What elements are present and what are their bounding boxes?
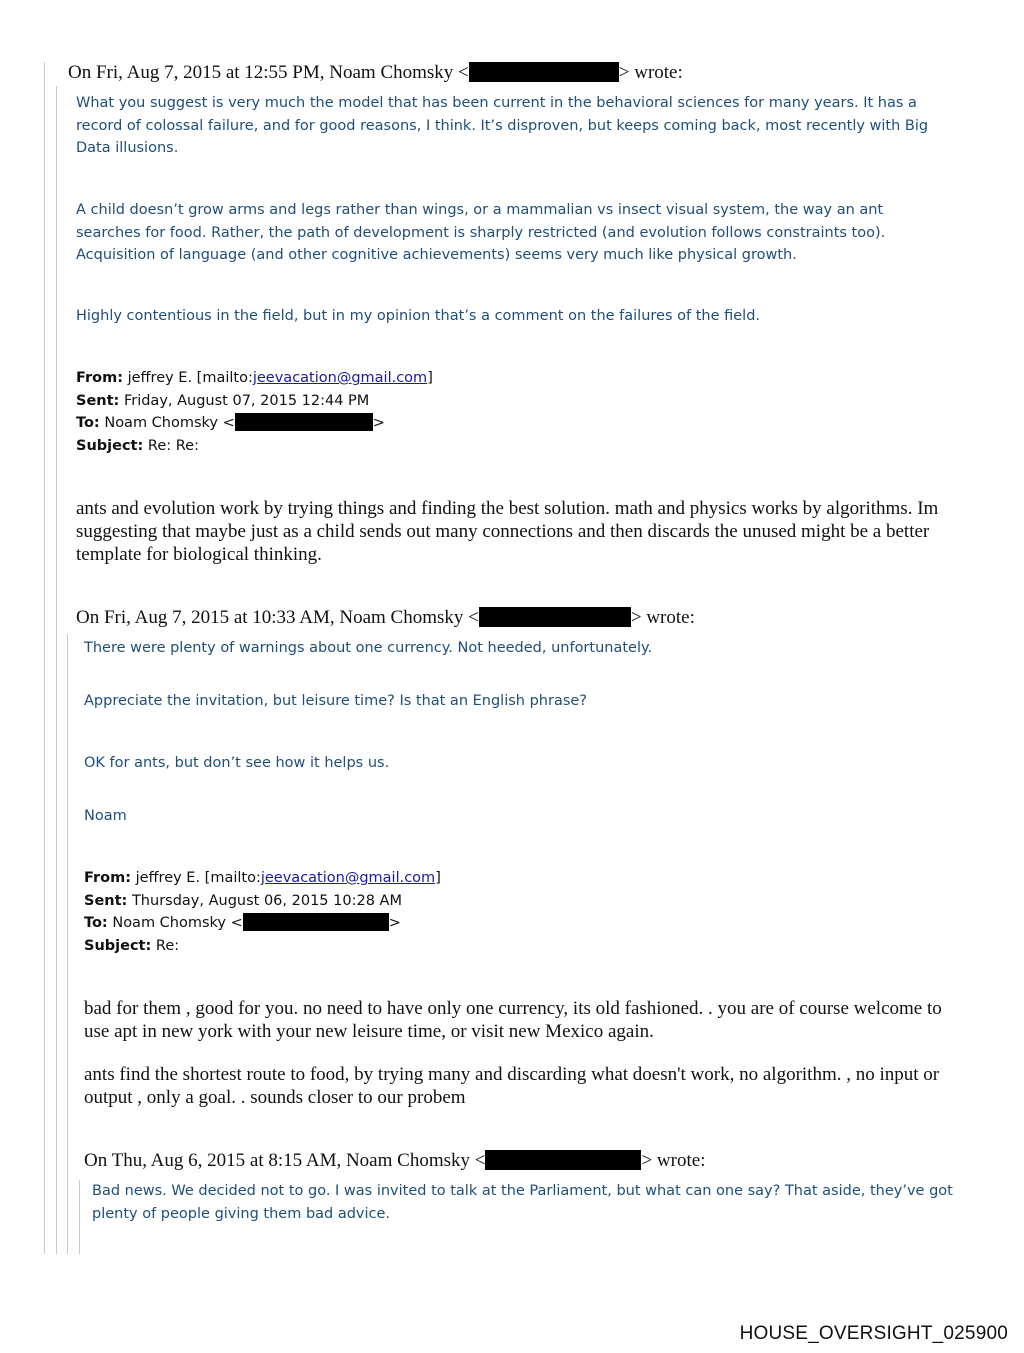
quote1-paragraph-2: A child doesn’t grow arms and legs rather than wings, or a mammalian vs insect visual system, the way an ant searches for food. Rather, the path of development is sharply restricted (and evolution follows constraints too). Acquisition of language (and other cognitive achievements) seems very much like physical growth. xyxy=(76,202,886,263)
sent-value: Friday, August 07, 2015 12:44 PM xyxy=(119,392,370,409)
email-body-2-paragraph-2: ants find the shortest route to food, by trying many and discarding what doesn't work, no algorithm. , no input or output , only a goal. . sounds closer to our probem xyxy=(84,1064,940,1108)
from-close: ] xyxy=(427,370,433,386)
to-label: To: xyxy=(84,915,108,931)
redaction-box xyxy=(479,607,631,627)
subject-label: Subject: xyxy=(84,937,152,954)
quote-rule-level1 xyxy=(44,62,45,1254)
email-body-1: ants and evolution work by trying things and finding the best solution. math and physics works by algorithms. Im suggesting that maybe just as a child sends out many connections and then discards the unused might be a better template for biological thinking. xyxy=(76,498,939,565)
subject-value: Re: xyxy=(151,937,180,954)
subject-label: Subject: xyxy=(76,437,144,454)
sent-value: Thursday, August 06, 2015 10:28 AM xyxy=(127,892,402,909)
email-header-1 xyxy=(76,367,956,457)
redaction-box xyxy=(485,1150,641,1170)
quote2-intro-prefix: On Fri, Aug 7, 2015 at 10:33 AM, Noam Chomsky < xyxy=(76,607,479,628)
quote3-intro xyxy=(84,1149,705,1172)
to-value: Noam Chomsky < xyxy=(107,915,243,931)
redaction-box xyxy=(235,413,373,431)
sender-email-link[interactable]: jeevacation@gmail.com xyxy=(260,870,436,886)
email-body-2-paragraph-1: bad for them , good for you. no need to have only one currency, its old fashioned. . you are of course welcome to use apt in new york with your new leisure time, or visit new Mexico again. xyxy=(84,998,942,1042)
email-header-2 xyxy=(84,867,954,957)
header2-to-line xyxy=(84,912,954,935)
to-label: To: xyxy=(76,415,100,431)
to-close: > xyxy=(388,915,401,931)
redaction-box xyxy=(243,913,389,931)
quote3-intro-prefix: On Thu, Aug 6, 2015 at 8:15 AM, Noam Chomsky < xyxy=(84,1150,486,1171)
header1-to-line xyxy=(76,412,956,435)
to-close: > xyxy=(372,415,385,431)
from-close: ] xyxy=(435,870,441,886)
sent-label: Sent: xyxy=(84,892,128,909)
quote3-intro-suffix: > wrote: xyxy=(641,1150,706,1171)
quote2-intro-suffix: > wrote: xyxy=(630,607,695,628)
header1-sent-line xyxy=(76,390,956,413)
header2-sent-line xyxy=(84,890,954,913)
quote1-paragraph-3: Highly contentious in the field, but in my opinion that’s a comment on the failures of the field. xyxy=(76,308,761,324)
sent-label: Sent: xyxy=(76,392,120,409)
to-value: Noam Chomsky < xyxy=(99,415,235,431)
header2-from-line xyxy=(84,867,954,890)
quote2-paragraph-3: OK for ants, but don’t see how it helps us. xyxy=(84,755,390,771)
sender-email-link[interactable]: jeevacation@gmail.com xyxy=(252,370,428,386)
quote3-paragraph-1: Bad news. We decided not to go. I was invited to talk at the Parliament, but what can one say? That aside, they’ve got plenty of people giving them bad advice. xyxy=(92,1183,953,1222)
subject-value: Re: Re: xyxy=(143,437,199,454)
quote-rule-level2 xyxy=(56,86,57,1254)
quote2-intro xyxy=(76,606,695,629)
from-value: jeffrey E. [mailto: xyxy=(123,370,253,386)
quote2-signature: Noam xyxy=(84,808,127,824)
quote2-paragraph-1: There were plenty of warnings about one currency. Not heeded, unfortunately. xyxy=(84,640,653,656)
quote1-intro xyxy=(68,61,683,84)
from-value: jeffrey E. [mailto: xyxy=(131,870,261,886)
header2-subject-line xyxy=(84,935,954,958)
from-label: From: xyxy=(76,370,123,386)
from-label: From: xyxy=(84,870,131,886)
bates-number: HOUSE_OVERSIGHT_025900 xyxy=(739,1323,1008,1344)
quote1-intro-prefix: On Fri, Aug 7, 2015 at 12:55 PM, Noam Chomsky < xyxy=(68,62,469,83)
header1-from-line xyxy=(76,367,956,390)
quote2-paragraph-2: Appreciate the invitation, but leisure time? Is that an English phrase? xyxy=(84,693,587,709)
quote1-intro-suffix: > wrote: xyxy=(618,62,683,83)
quote-rule-level3 xyxy=(67,634,68,1254)
redaction-box xyxy=(469,62,619,82)
header1-subject-line xyxy=(76,435,956,458)
quote-rule-level4 xyxy=(79,1180,80,1254)
quote1-paragraph-1: What you suggest is very much the model that has been current in the behavioral sciences for many years. It has a record of colossal failure, and for good reasons, I think. It’s disproven, but keeps coming back, most recently with Big Data illusions. xyxy=(76,95,929,156)
